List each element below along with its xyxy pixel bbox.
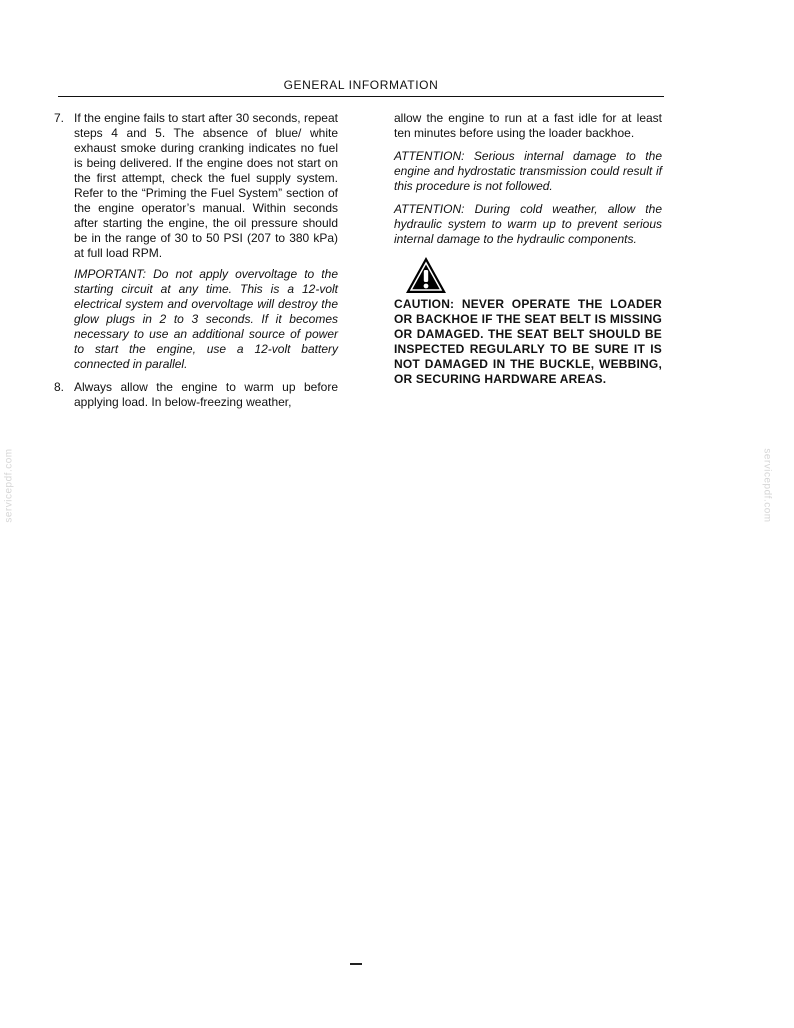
step-7-number: 7.	[54, 111, 65, 125]
watermark-left: servicepdf.com	[3, 448, 15, 523]
attention-note-2: ATTENTION: During cold weather, allow the hydraulic system to warm up to prevent serious internal damage to the hydraulic components.	[394, 202, 662, 246]
step-8-continuation: allow the engine to run at a fast idle for at least ten minutes before using the loader backhoe.	[394, 111, 662, 140]
caution-text: CAUTION: NEVER OPERATE THE LOADER OR BACKHOE IF THE SEAT BELT IS MISSING OR DAMAGED. THE SEAT BELT SHOULD BE INSPECTED REGULARLY TO BE SURE IT IS NOT DAMAGED IN THE BUCKLE, WEBBING, OR SECURING HARDWARE AREAS.	[394, 297, 662, 386]
step-8-number: 8.	[54, 380, 65, 394]
step-8-text: Always allow the engine to warm up before applying load. In below-freezing weather,	[74, 380, 338, 409]
attention-note-1: ATTENTION: Serious internal damage to the engine and hydrostatic transmission could result if this procedure is not followed.	[394, 149, 662, 193]
right-column	[394, 111, 662, 387]
step-7	[54, 111, 338, 261]
warning-triangle-icon	[404, 255, 448, 295]
left-column	[54, 111, 338, 416]
header-rule	[58, 96, 664, 97]
watermark-right: servicepdf.com	[761, 448, 773, 523]
important-note: IMPORTANT: Do not apply overvoltage to the starting circuit at any time. This is a 12-volt electrical system and overvoltage will destroy the glow plugs in 2 to 3 seconds. If it becomes necessary to use an additional source of power to start the engine, use a 12-volt battery connected in parallel.	[74, 267, 338, 371]
page-header-title: GENERAL INFORMATION	[283, 78, 439, 92]
step-8	[54, 380, 338, 410]
page-number-fragment	[346, 962, 366, 966]
step-7-text: If the engine fails to start after 30 seconds, repeat steps 4 and 5. The absence of blue/ white exhaust smoke during cranking indicates no fuel is being delivered. If the engine does not start on the first attempt, check the fuel supply system. Refer to the “Priming the Fuel System” section of the engine operator’s manual. Within seconds after starting the engine, the oil pressure should be in the range of 30 to 50 PSI (207 to 380 kPa) at full load RPM.	[74, 111, 338, 260]
